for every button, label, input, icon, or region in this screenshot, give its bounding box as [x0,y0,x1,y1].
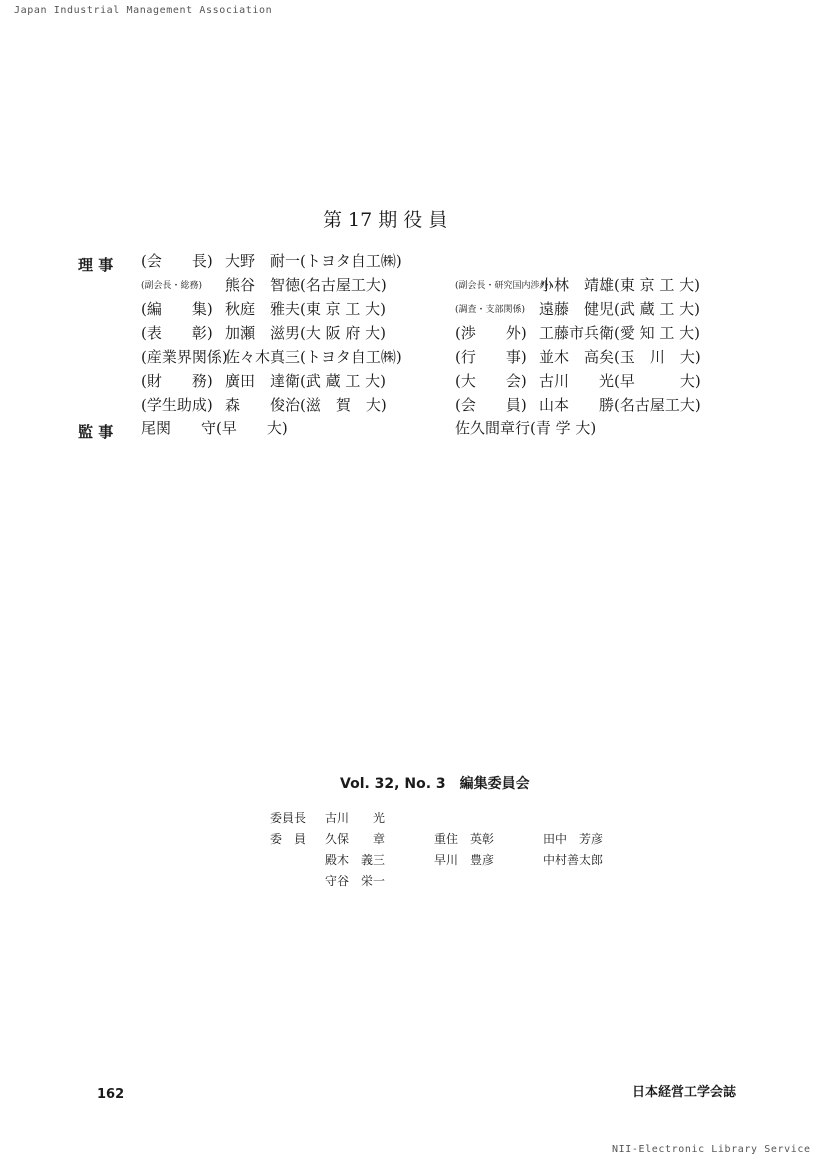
officer-name: 遠藤 健児 [539,300,615,318]
officer-role: (調査・支部関係) [455,304,526,315]
member-name: 殿木 義三 [325,853,386,867]
officer-name: 山本 勝 [539,396,615,414]
officer-role: (渉 外) [455,324,527,342]
publisher-header: Japan Industrial Management Association [14,5,273,16]
officer-name: 加瀬 滋男 [225,324,301,342]
officer-row [455,325,700,342]
officer-row [141,277,387,294]
auditor-right [455,420,596,437]
officer-affiliation: (大 阪 府 大) [300,324,387,342]
journal-name: 日本経営工学会誌 [632,1085,737,1100]
officer-affiliation: (名古屋工大) [300,276,387,294]
officer-affiliation: (滋 賀 大) [300,396,387,414]
member-name: 中村善太郎 [543,853,604,867]
officer-row [141,397,387,414]
officer-name: 秋庭 雅夫 [225,300,301,318]
officer-affiliation: (名古屋工大) [614,396,701,414]
officer-row [455,397,701,414]
member-name: 田中 芳彦 [543,832,604,846]
officer-name: 熊谷 智徳 [225,276,301,294]
officer-role: (行 事) [455,348,527,366]
officer-role: (副会長・研究国内渉外) [455,280,553,291]
officers-title: 第 17 期 役 員 [323,209,448,231]
officer-affiliation: (武 蔵 工 大) [300,372,387,390]
officer-row [455,349,701,366]
officer-affiliation: (トヨタ自工㈱) [300,348,402,366]
officer-role: (会 員) [455,396,527,414]
officer-row [455,373,701,390]
auditor-left [141,420,288,437]
officer-role: (産業界関係) [141,348,228,366]
officer-role: (副会長・総務) [141,280,203,291]
officer-affiliation: (武 蔵 工 大) [614,300,701,318]
auditors-label: 監 事 [78,423,114,441]
officer-name: 工藤市兵衛 [539,324,615,342]
officer-role: (会 長) [141,252,213,270]
officer-row [455,277,700,294]
officer-name: 古川 光 [539,372,615,390]
member-name: 早川 豊彦 [434,853,495,867]
officer-row [141,325,386,342]
officer-row [141,301,386,318]
auditor-right-affil: (青 学 大) [530,419,597,437]
auditor-left-affil: (早 大) [216,419,288,437]
officer-role: (表 彰) [141,324,213,342]
officer-name: 大野 耐一 [225,252,301,270]
officer-name: 森 俊治 [225,396,301,414]
committee-title: Vol. 32, No. 3 編集委員会 [340,776,530,792]
service-footer: NII-Electronic Library Service [612,1144,811,1155]
auditor-right-name: 佐久間章行 [455,419,531,437]
officer-name: 佐々木真三 [225,348,301,366]
officer-name: 小林 靖雄 [539,276,615,294]
chair-name: 古川 光 [325,811,386,825]
member-name: 久保 章 [325,832,386,846]
officer-affiliation: (愛 知 工 大) [614,324,701,342]
officer-role: (財 務) [141,372,213,390]
auditor-left-name: 尾関 守 [141,419,217,437]
member-name: 重住 英彰 [434,832,495,846]
officer-row [141,349,402,366]
officer-affiliation: (早 大) [614,372,701,390]
chair-label: 委員長 [270,811,307,825]
officer-row [141,253,402,270]
officer-name: 並木 高矣 [539,348,615,366]
officer-row [141,373,386,390]
officer-role: (学生助成) [141,396,213,414]
officer-affiliation: (玉 川 大) [614,348,701,366]
directors-label: 理 事 [78,256,114,274]
page-number: 162 [97,1087,125,1102]
officer-affiliation: (東 京 工 大) [614,276,701,294]
member-label: 委 員 [270,832,307,846]
member-name: 守谷 栄一 [325,874,386,888]
officer-role: (編 集) [141,300,213,318]
officer-affiliation: (東 京 工 大) [300,300,387,318]
officer-name: 廣田 達衛 [225,372,301,390]
officer-affiliation: (トヨタ自工㈱) [300,252,402,270]
officer-row [455,301,700,318]
officer-role: (大 会) [455,372,527,390]
